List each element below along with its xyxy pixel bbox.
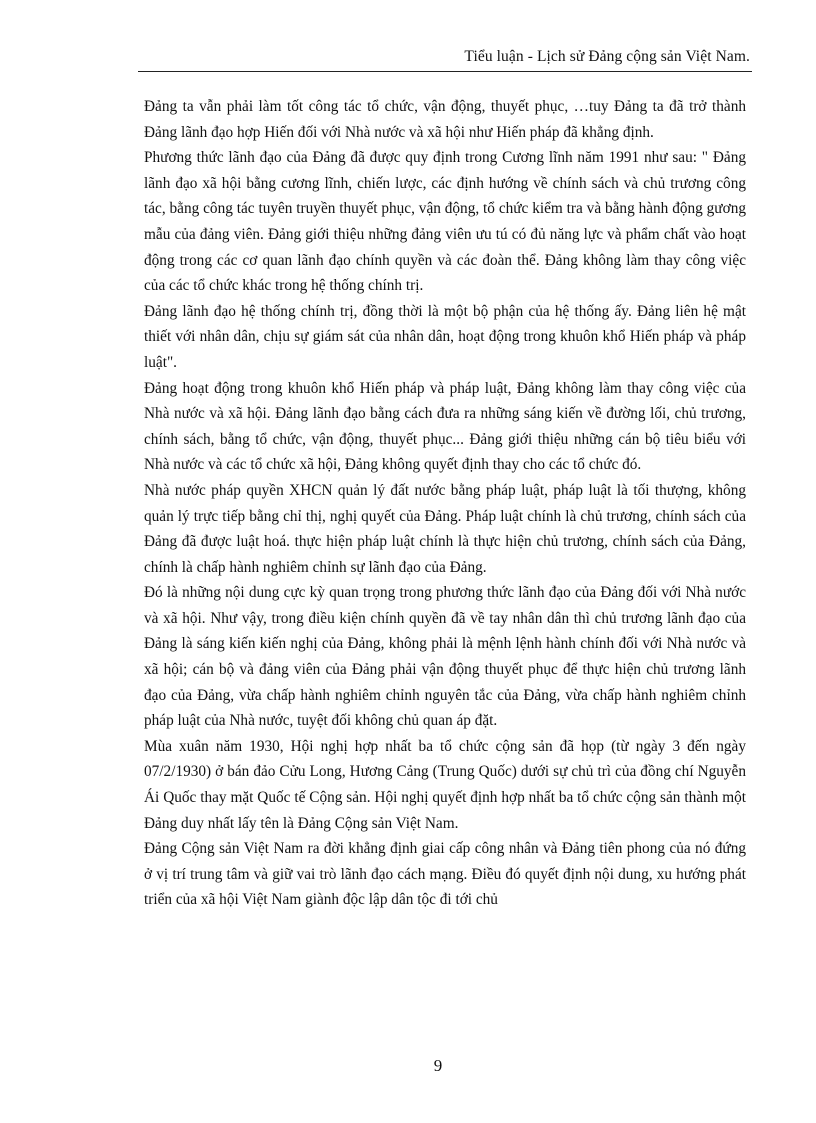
paragraph-3: Đảng lãnh đạo hệ thống chính trị, đồng thời là một bộ phận của hệ thống ấy. Đảng liên hệ mật thiết với nhân dân, chịu sự giám sát của nhân dân, hoạt động trong khuôn khổ Hiến pháp và pháp luật". [144,302,746,371]
header-divider [138,71,752,72]
paragraph-6: Đó là những nội dung cực kỳ quan trọng trong phương thức lãnh đạo của Đảng đối với Nhà nước và xã hội. Như vậy, trong điều kiện chính quyền đã về tay nhân dân thì chủ trương lãnh đạo của Đảng là sáng kiến kiến nghị của Đảng, không phải là mệnh lệnh hành chính đối với Nhà nước và xã hội; cán bộ và đảng viên của Đảng phải vận động thuyết phục để thực hiện chủ trương lãnh đạo của Đảng, vừa chấp hành nghiêm chỉnh nguyên tắc của Đảng, vừa chấp hành nghiêm chỉnh pháp luật của Nhà nước, tuyệt đối không chủ quan áp đặt. [144,584,746,730]
paragraph-1: Đảng ta vẫn phải làm tốt công tác tổ chức, vận động, thuyết phục, …tuy Đảng ta đã trở thành Đảng lãnh đạo hợp Hiến đối với Nhà nước và xã hội như Hiến pháp đã khẳng định. [144,98,746,141]
paragraph-8: Đảng Cộng sản Việt Nam ra đời khẳng định giai cấp công nhân và Đảng tiên phong của nó đứng ở vị trí trung tâm và giữ vai trò lãnh đạo cách mạng. Điều đó quyết định nội dung, xu hướng phát triển của xã hội Việt Nam giành độc lập dân tộc đi tới chủ [144,840,746,909]
paragraph-5: Nhà nước pháp quyền XHCN quản lý đất nước bằng pháp luật, pháp luật là tối thượng, không quản lý trực tiếp bằng chỉ thị, nghị quyết của Đảng. Pháp luật chính là chủ trương, chính sách của Đảng đã được luật hoá. thực hiện pháp luật chính là thực hiện chủ trương, chính sách của Đảng, chính là chấp hành nghiêm chỉnh sự lãnh đạo của Đảng. [144,481,746,576]
paragraph-2: Phương thức lãnh đạo của Đảng đã được quy định trong Cương lĩnh năm 1991 như sau: " Đảng lãnh đạo xã hội bằng cương lĩnh, chiến lược, các định hướng về chính sách và chủ trương công tác, bằng công tác tuyên truyền thuyết phục, vận động, tổ chức kiểm tra và bằng hành động gương mẫu của đảng viên. Đảng giới thiệu những đảng viên ưu tú có đủ năng lực và phẩm chất vào hoạt động trong các cơ quan lãnh đạo chính quyền và các đoàn thể. Đảng không làm thay công việc của các tổ chức khác trong hệ thống chính trị. [144,149,746,295]
document-body [144,94,746,913]
page-number: 9 [433,1056,443,1075]
running-header: Tiểu luận - Lịch sử Đảng cộng sản Việt Nam. [464,48,750,65]
paragraph-4: Đảng hoạt động trong khuôn khổ Hiến pháp và pháp luật, Đảng không làm thay công việc của Nhà nước và xã hội. Đảng lãnh đạo bằng cách đưa ra những sáng kiến về đường lối, chủ trương, chính sách, bằng tổ chức, vận động, thuyết phục... Đảng giới thiệu những cán bộ tiêu biểu với Nhà nước và các tổ chức xã hội, Đảng không quyết định thay cho các tổ chức đó. [144,379,746,474]
paragraph-7: Mùa xuân năm 1930, Hội nghị hợp nhất ba tổ chức cộng sản đã họp (từ ngày 3 đến ngày 07/2/1930) ở bán đảo Cửu Long, Hương Cảng (Trung Quốc) dưới sự chủ trì của đồng chí Nguyễn Ái Quốc thay mặt Quốc tế Cộng sản. Hội nghị quyết định hợp nhất ba tổ chức cộng sản thành một Đảng duy nhất lấy tên là Đảng Cộng sản Việt Nam. [144,737,746,832]
